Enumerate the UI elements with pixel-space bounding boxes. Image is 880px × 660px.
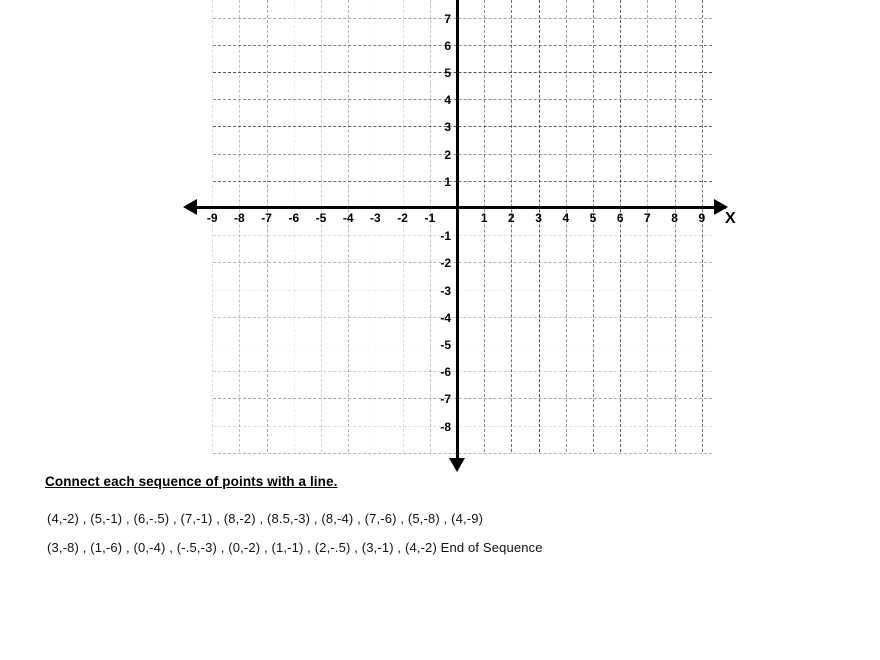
y-tick-label: 4 [444,93,451,108]
grid-line-vertical [620,0,621,452]
grid-line-vertical [566,0,567,452]
x-tick-label: 5 [589,211,597,225]
x-tick-label: 1 [480,211,488,225]
x-tick-label: 3 [535,211,542,225]
y-tick-label: -7 [440,392,451,407]
grid-line-vertical [484,0,485,452]
grid-line-vertical [348,0,349,452]
grid-line-horizontal [213,262,712,263]
grid-line-horizontal [213,344,712,345]
x-axis-line [193,206,726,209]
grid-line-vertical [239,0,240,452]
y-tick-label: 5 [444,66,451,80]
y-axis-down-arrowhead-icon [449,458,465,472]
grid-line-horizontal [213,181,712,182]
grid-line-horizontal [213,154,712,155]
grid-line-vertical [647,0,648,452]
x-tick-label: 7 [644,211,651,225]
y-tick-label: 2 [444,147,451,162]
x-tick-label: -8 [234,211,245,225]
x-tick-label: 8 [671,211,678,225]
x-tick-label: -4 [342,211,354,225]
x-tick-label: -1 [424,211,436,225]
y-tick-label: -6 [440,365,451,380]
grid-line-vertical [593,0,594,452]
grid-line-horizontal [213,99,712,100]
grid-line-horizontal [213,426,712,427]
x-axis-left-arrowhead-icon [183,199,197,215]
grid-line-vertical [675,0,676,452]
x-tick-label: -2 [397,211,408,225]
y-tick-label: -8 [440,419,451,434]
grid-line-vertical [321,0,322,452]
grid-line-horizontal [213,235,712,236]
grid-line-vertical [294,0,295,452]
grid-line-horizontal [213,126,712,127]
x-tick-label: 4 [562,211,570,225]
grid-line-horizontal [213,72,712,73]
instructions-heading: Connect each sequence of points with a line. [45,474,338,489]
sequence-list-item-1: (4,-2) , (5,-1) , (6,-.5) , (7,-1) , (8,-2) , (8.5,-3) , (8,-4) , (7,-6) , (5,-8) , (4,-9) [47,511,484,526]
grid-line-vertical [403,0,404,452]
grid-line-horizontal [213,18,712,19]
grid-line-horizontal [213,290,712,291]
grid-line-vertical [511,0,512,452]
grid-line-horizontal [213,371,712,372]
grid-line-horizontal [213,317,712,318]
y-tick-label: -4 [440,310,451,325]
y-axis-line [456,0,459,462]
grid-line-vertical [267,0,268,452]
x-tick-label: -6 [288,211,300,225]
y-tick-label: -5 [440,338,451,352]
grid-line-vertical [212,0,213,452]
x-tick-label: 2 [508,211,515,225]
grid-line-horizontal [213,45,712,46]
y-tick-label: 3 [444,120,451,135]
y-tick-label: 1 [444,174,451,189]
y-tick-label: -1 [440,229,451,244]
x-tick-label: 6 [616,211,624,225]
x-tick-label: -7 [261,211,272,225]
y-tick-label: -3 [440,283,451,298]
x-axis-label: X [725,210,736,227]
y-tick-label: -2 [440,256,451,271]
grid-line-horizontal [213,453,712,454]
grid-line-vertical [539,0,540,452]
x-tick-label: -3 [370,211,381,225]
sequence-list-item-2: (3,-8) , (1,-6) , (0,-4) , (-.5,-3) , (0,-2) , (1,-1) , (2,-.5) , (3,-1) , (4,-2) End of Sequence [47,540,543,555]
y-tick-label: 6 [444,38,451,53]
grid-line-vertical [702,0,703,452]
x-tick-label: -5 [315,211,327,225]
grid-line-vertical [375,0,376,452]
x-tick-label: 9 [698,211,706,225]
x-tick-label: -9 [206,211,218,225]
grid-line-horizontal [213,398,712,399]
y-tick-label: 7 [444,11,451,26]
